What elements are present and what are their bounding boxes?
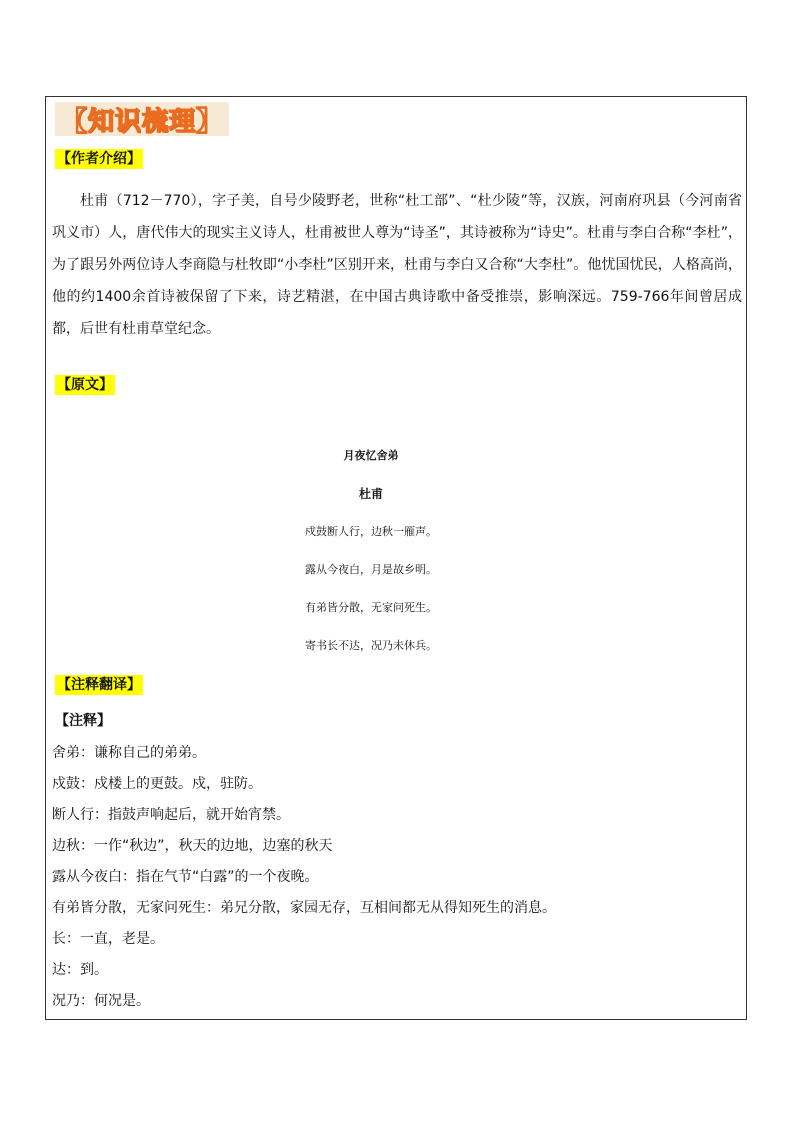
poem-author: 杜甫 [358, 487, 383, 501]
original-text-tag: 【原文】 [57, 377, 113, 393]
notes-list [52, 738, 742, 1017]
notes-translation-tag: 【注释翻译】 [57, 677, 141, 693]
poem-line: 戍鼓断人行，边秋一雁声。 [305, 525, 437, 538]
note-item: 达：到。 [52, 962, 108, 978]
note-item: 断人行：指鼓声响起后，就开始宵禁。 [52, 807, 290, 823]
note-item: 有弟皆分散，无家问死生：弟兄分散，家园无存，互相间都无从得知死生的消息。 [52, 900, 556, 916]
knowledge-banner [55, 102, 229, 136]
note-item: 长：一直，老是。 [52, 931, 164, 947]
poem-line: 有弟皆分散，无家问死生。 [305, 601, 437, 614]
banner-title: 【知识梳理】 [61, 106, 224, 137]
poem-line: 露从今夜白，月是故乡明。 [305, 563, 437, 576]
note-item: 舍弟：谦称自己的弟弟。 [52, 745, 206, 761]
note-item: 边秋：一作“秋边”，秋天的边地，边塞的秋天 [52, 838, 333, 854]
content-frame [45, 96, 747, 1020]
notes-subheading: 【注释】 [55, 713, 111, 729]
poem-block [46, 437, 696, 665]
author-intro-text: 杜甫（712－770），字子美，自号少陵野老，世称“杜工部”、“杜少陵”等，汉族，河南府巩县（今河南省巩义市）人，唐代伟大的现实主义诗人，杜甫被世人尊为“诗圣”，其诗被称为“诗史”。杜甫与李白合称“李杜”，为了跟另外两位诗人李商隐与杜牧即“小李杜”区别开来，杜甫与李白又合称“大李杜”。他忧国忧民，人格高尚，他的约1400余首诗被保留了下来，诗艺精湛，在中国古典诗歌中备受推崇，影响深远。759-766年间曾居成都，后世有杜甫草堂纪念。 [52, 193, 742, 337]
author-intro-tag: 【作者介绍】 [57, 151, 141, 167]
poem-title: 月夜忆舍弟 [343, 449, 399, 462]
poem-line: 寄书长不达，况乃未休兵。 [305, 639, 437, 652]
note-item: 戍鼓：戍楼上的更鼓。戍，驻防。 [52, 776, 262, 792]
note-item: 况乃：何况是。 [52, 993, 150, 1009]
note-item: 露从今夜白：指在气节“白露”的一个夜晚。 [52, 869, 319, 885]
